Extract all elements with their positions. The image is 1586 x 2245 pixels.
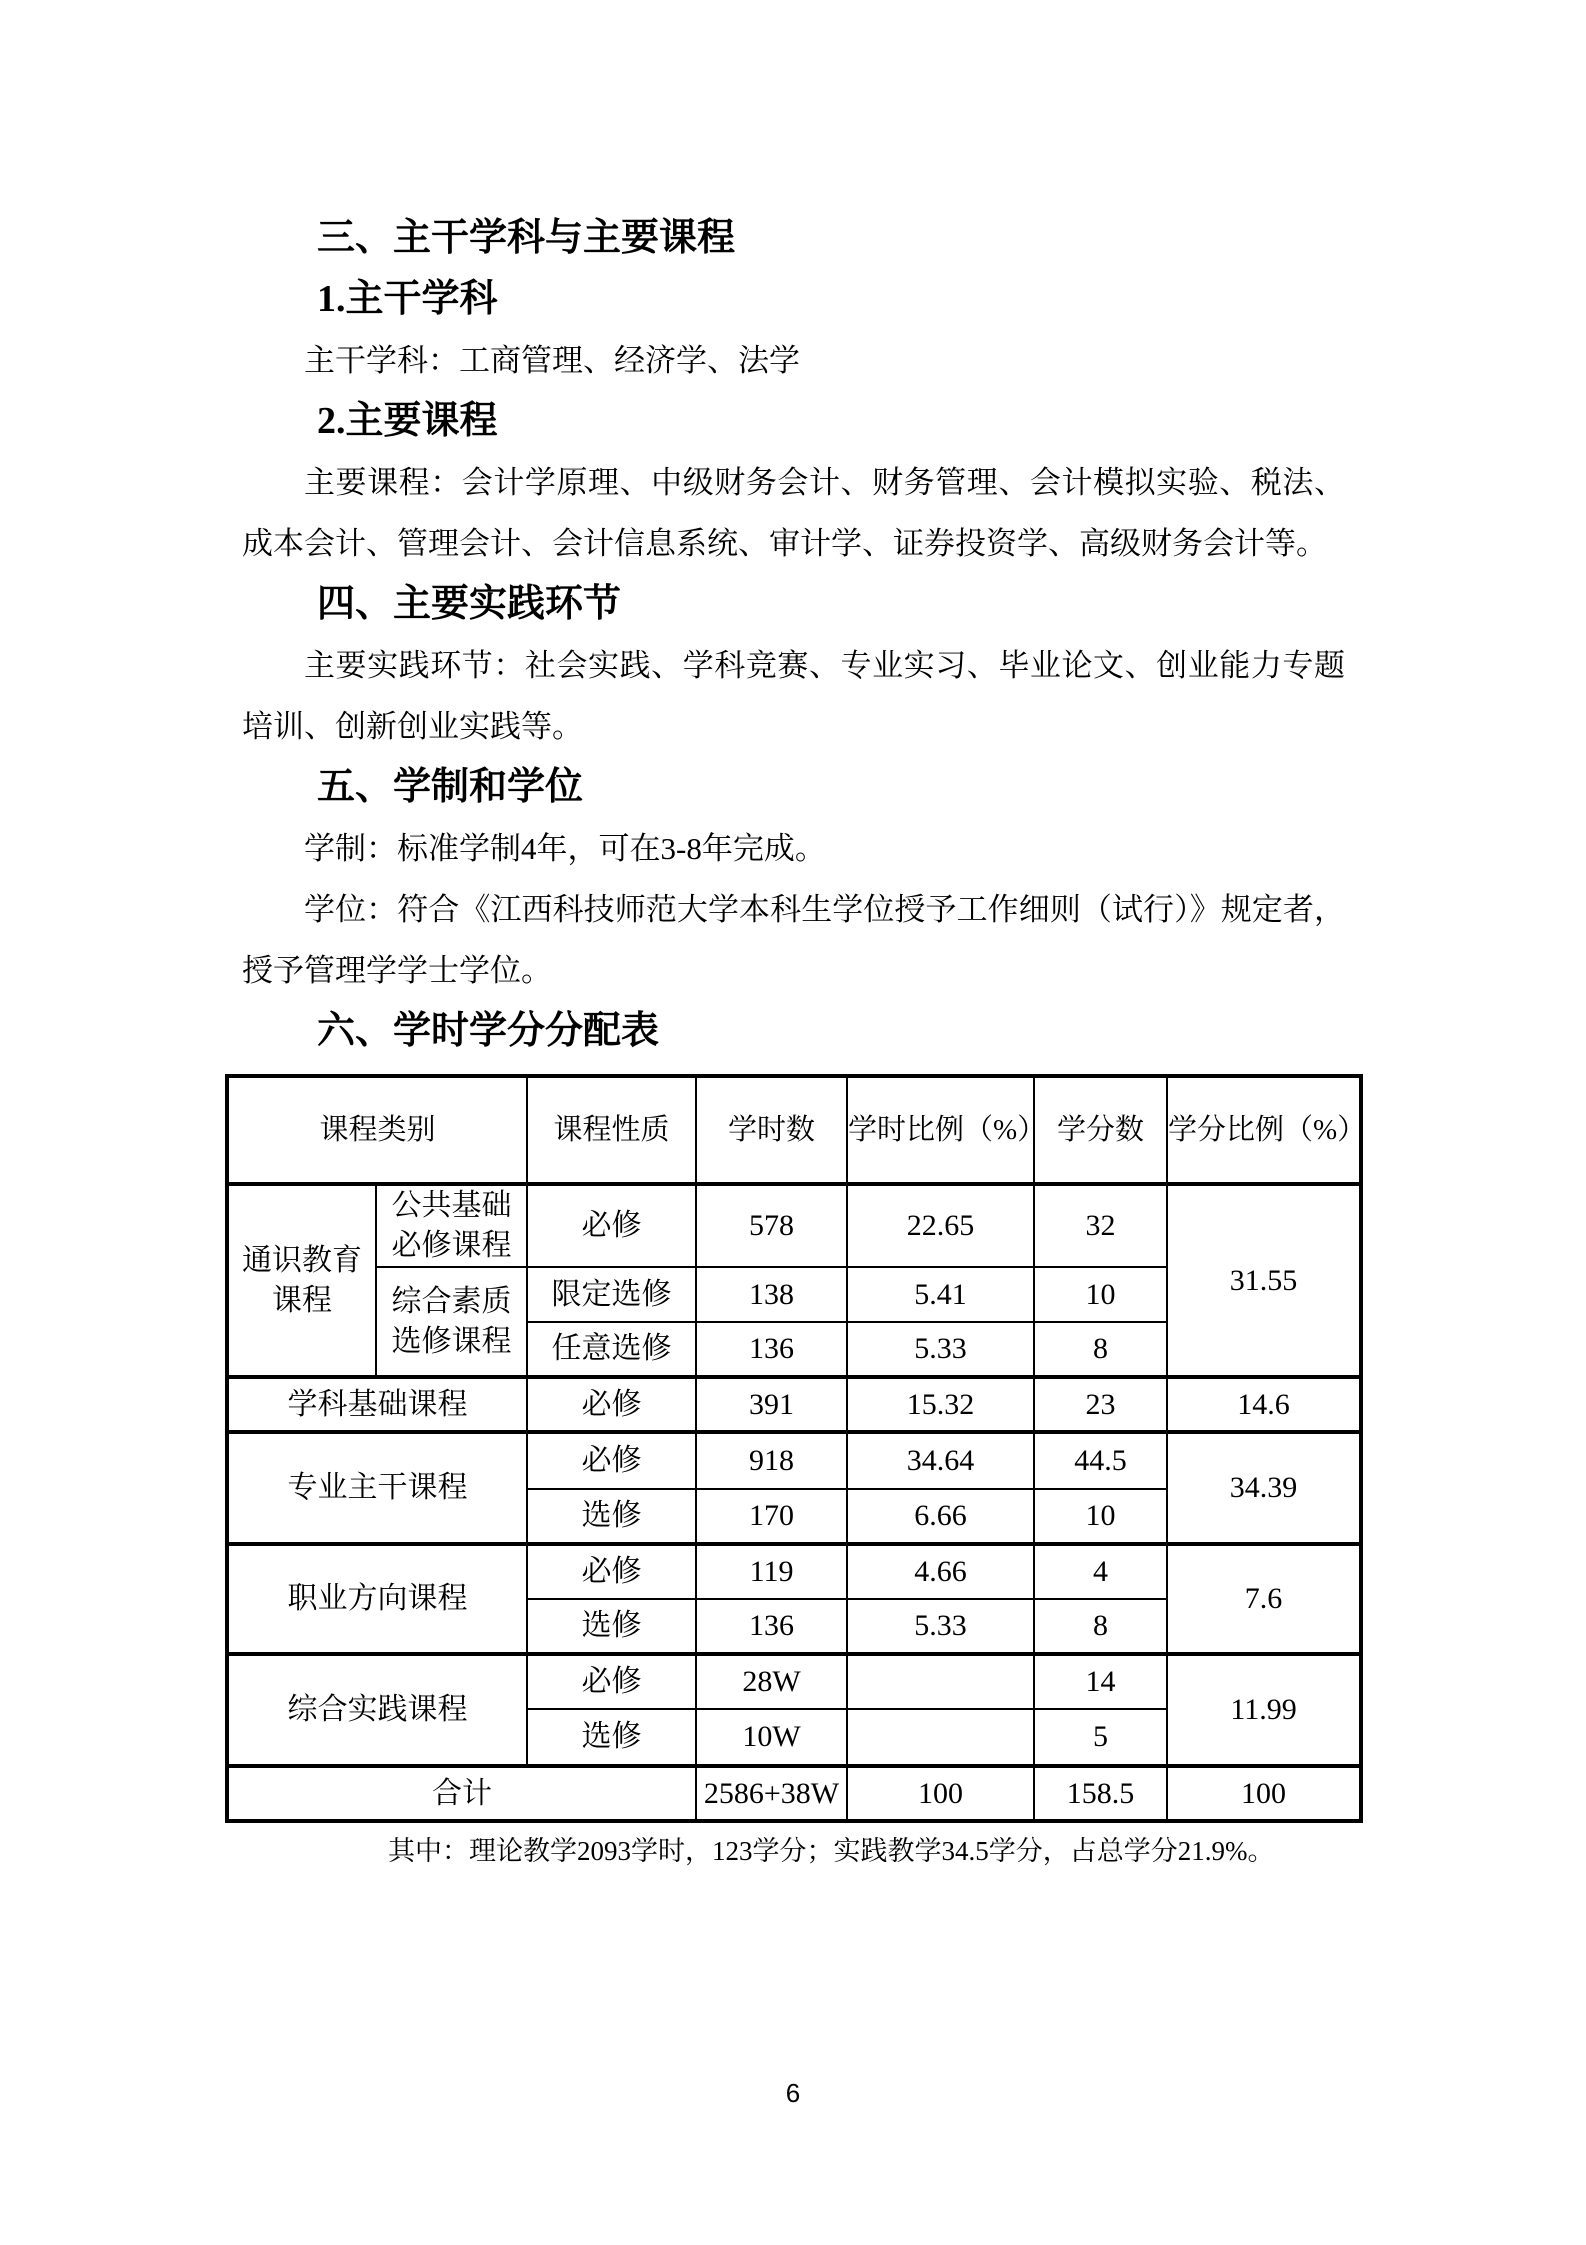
table-row — [227, 1184, 1361, 1267]
cell-hours: 578 — [696, 1184, 847, 1267]
cell-hours-pct: 34.64 — [847, 1432, 1034, 1489]
page-content — [225, 0, 1367, 1871]
table-footnote: 其中：理论教学2093学时，123学分；实践教学34.5学分，占总学分21.9%。 — [388, 1836, 1275, 1866]
cell-hours: 10W — [696, 1709, 847, 1766]
cell-category-discipline-basic: 学科基础课程 — [227, 1377, 527, 1432]
cell-nature: 必修 — [527, 1544, 696, 1599]
cell-nature: 选修 — [527, 1709, 696, 1766]
cell-hours: 170 — [696, 1489, 847, 1544]
cell-hours-pct: 15.32 — [847, 1377, 1034, 1432]
cell-credits-pct: 14.6 — [1167, 1377, 1361, 1432]
col-header-hours: 学时数 — [696, 1076, 847, 1184]
table-row — [227, 1654, 1361, 1709]
cell-hours: 136 — [696, 1599, 847, 1654]
col-header-nature: 课程性质 — [527, 1076, 696, 1184]
cell-credits: 5 — [1034, 1709, 1167, 1766]
cell-hours-pct: 4.66 — [847, 1544, 1034, 1599]
cell-nature: 必修 — [527, 1377, 696, 1432]
table-row — [227, 1432, 1361, 1489]
cell-category-general-education: 通识教育课程 — [227, 1184, 376, 1377]
paragraph-main-disciplines: 主干学科：工商管理、经济学、法学 — [304, 343, 800, 378]
cell-credits: 8 — [1034, 1322, 1167, 1377]
cell-hours-pct — [847, 1654, 1034, 1709]
cell-nature: 任意选修 — [527, 1322, 696, 1377]
col-header-credits-pct: 学分比例（%） — [1167, 1076, 1361, 1184]
cell-credits-pct: 7.6 — [1167, 1544, 1361, 1654]
cell-category-comprehensive-practice: 综合实践课程 — [227, 1654, 527, 1766]
cell-nature: 选修 — [527, 1599, 696, 1654]
cell-hours: 28W — [696, 1654, 847, 1709]
paragraph-degree: 学位：符合《江西科技师范大学本科生学位授予工作细则（试行）》规定者，授予管理学学士学位。 — [242, 892, 1345, 988]
cell-hours-pct: 5.33 — [847, 1322, 1034, 1377]
cell-subcategory-public-basic-required: 公共基础必修课程 — [376, 1184, 527, 1267]
table-header-row — [227, 1076, 1361, 1184]
cell-credits: 23 — [1034, 1377, 1167, 1432]
cell-credits-pct: 34.39 — [1167, 1432, 1361, 1544]
cell-total-credits-pct: 100 — [1167, 1766, 1361, 1821]
cell-credits: 10 — [1034, 1489, 1167, 1544]
cell-nature: 必修 — [527, 1432, 696, 1489]
cell-total-credits: 158.5 — [1034, 1766, 1167, 1821]
cell-hours: 119 — [696, 1544, 847, 1599]
cell-nature: 必修 — [527, 1184, 696, 1267]
paragraph-duration: 学制：标准学制4年，可在3-8年完成。 — [304, 831, 826, 866]
cell-credits: 4 — [1034, 1544, 1167, 1599]
subsection-heading-main-disciplines: 1.主干学科 — [317, 278, 498, 320]
paragraph-practice-links: 主要实践环节：社会实践、学科竞赛、专业实习、毕业论文、创业能力专题培训、创新创业实践等。 — [242, 648, 1345, 744]
cell-credits: 44.5 — [1034, 1432, 1167, 1489]
page-number: 6 — [785, 2078, 801, 2108]
cell-hours-pct: 6.66 — [847, 1489, 1034, 1544]
col-header-category: 课程类别 — [227, 1076, 527, 1184]
cell-credits: 8 — [1034, 1599, 1167, 1654]
cell-nature: 必修 — [527, 1654, 696, 1709]
cell-credits-pct: 31.55 — [1167, 1184, 1361, 1377]
cell-hours-pct — [847, 1709, 1034, 1766]
credit-hours-allocation-table — [225, 1074, 1367, 1823]
section-heading-disciplines-and-courses: 三、主干学科与主要课程 — [317, 217, 736, 259]
section-heading-practice-links: 四、主要实践环节 — [317, 583, 622, 625]
cell-credits: 32 — [1034, 1184, 1167, 1267]
subsection-heading-main-courses: 2.主要课程 — [317, 400, 498, 442]
col-header-credits: 学分数 — [1034, 1076, 1167, 1184]
paragraph-main-courses: 主要课程：会计学原理、中级财务会计、财务管理、会计模拟实验、税法、成本会计、管理会计、会计信息系统、审计学、证券投资学、高级财务会计等。 — [242, 465, 1345, 561]
table-row — [227, 1377, 1361, 1432]
cell-credits: 10 — [1034, 1267, 1167, 1322]
cell-hours: 391 — [696, 1377, 847, 1432]
cell-nature: 选修 — [527, 1489, 696, 1544]
cell-hours-pct: 22.65 — [847, 1184, 1034, 1267]
cell-total-hours-pct: 100 — [847, 1766, 1034, 1821]
cell-category-major-core: 专业主干课程 — [227, 1432, 527, 1544]
cell-total-hours: 2586+38W — [696, 1766, 847, 1821]
section-heading-duration-degree: 五、学制和学位 — [317, 766, 584, 808]
section-heading-credit-table: 六、学时学分分配表 — [317, 1010, 660, 1052]
cell-hours: 136 — [696, 1322, 847, 1377]
cell-hours-pct: 5.41 — [847, 1267, 1034, 1322]
cell-hours: 918 — [696, 1432, 847, 1489]
cell-hours: 138 — [696, 1267, 847, 1322]
cell-subcategory-comprehensive-elective: 综合素质选修课程 — [376, 1267, 527, 1377]
cell-credits: 14 — [1034, 1654, 1167, 1709]
table-total-row — [227, 1766, 1361, 1821]
col-header-hours-pct: 学时比例（%） — [847, 1076, 1034, 1184]
cell-hours-pct: 5.33 — [847, 1599, 1034, 1654]
cell-credits-pct: 11.99 — [1167, 1654, 1361, 1766]
cell-category-career-direction: 职业方向课程 — [227, 1544, 527, 1654]
table-row — [227, 1544, 1361, 1599]
cell-nature: 限定选修 — [527, 1267, 696, 1322]
cell-total-label: 合计 — [227, 1766, 696, 1821]
